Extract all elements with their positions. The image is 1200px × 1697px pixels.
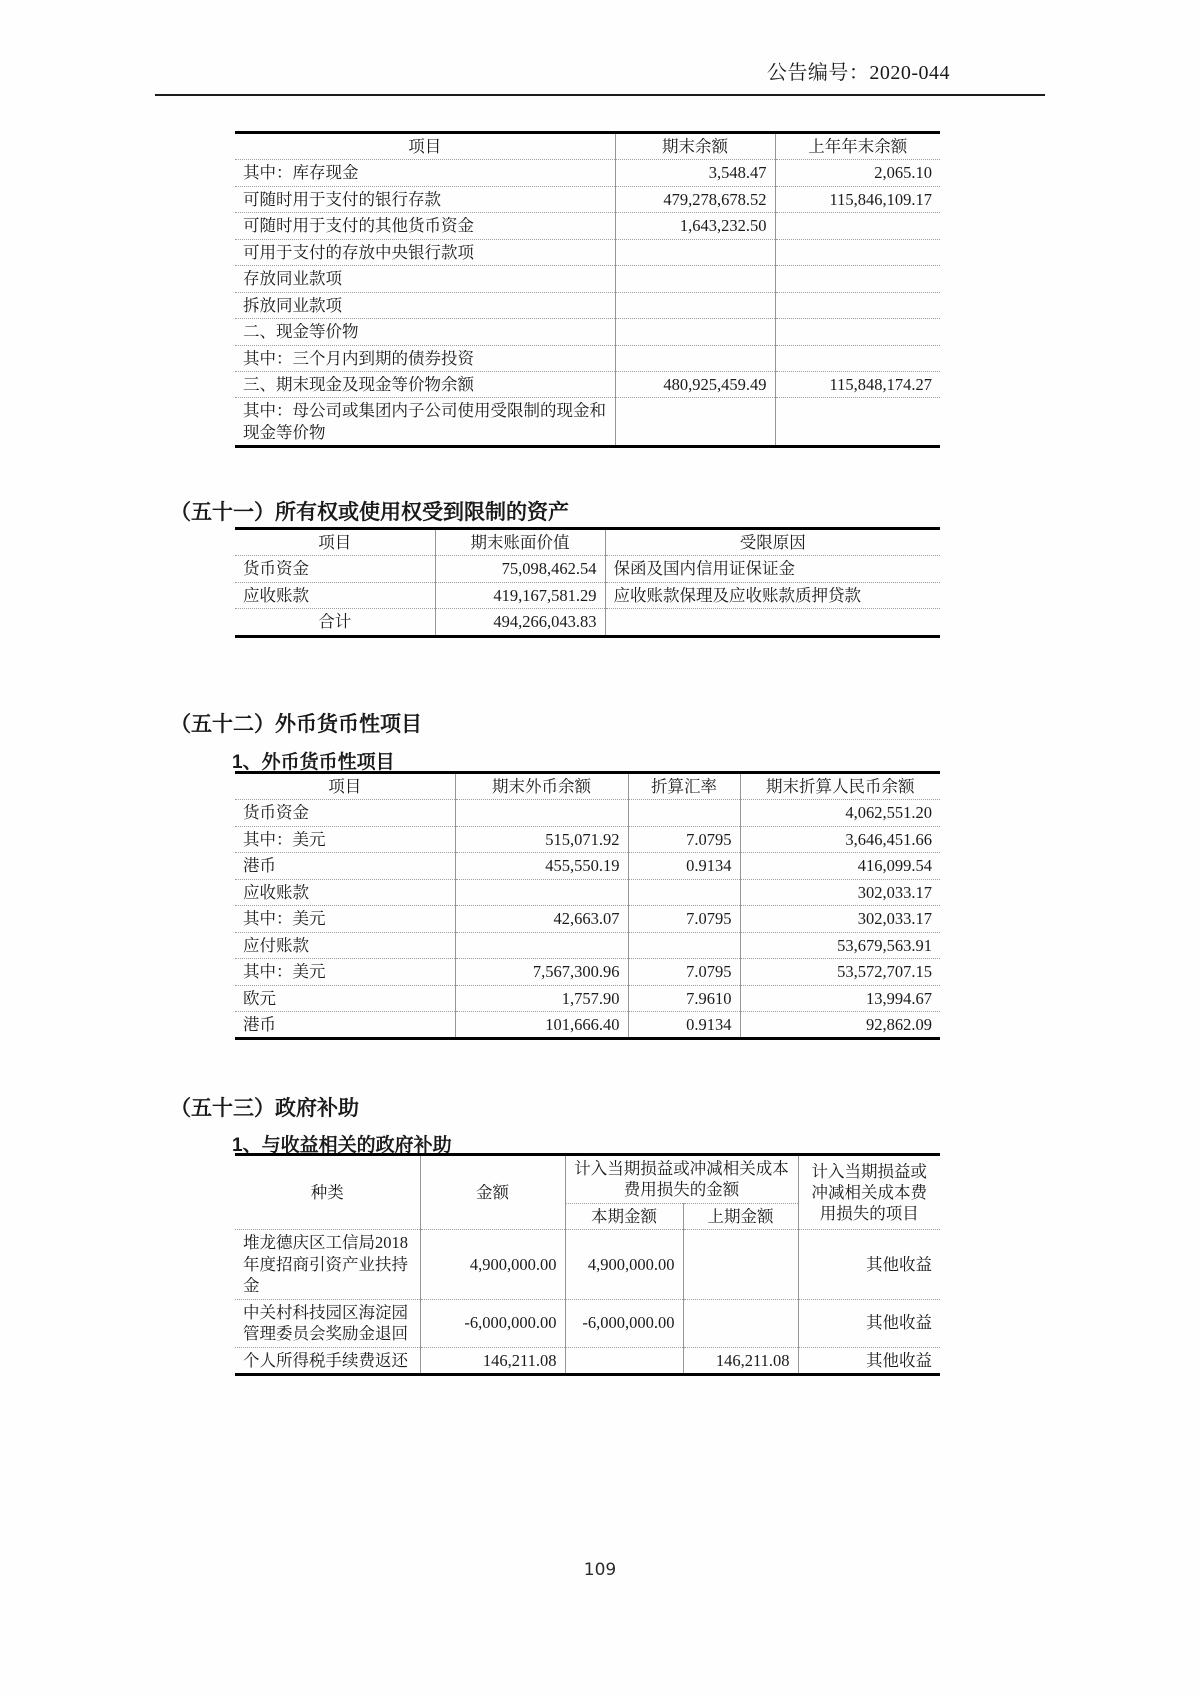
kind-cell: 中关村科技园区海淀园管理委员会奖励金退回 — [235, 1299, 420, 1347]
col-header-item: 项目 — [235, 773, 455, 800]
current-amount-cell: 4,900,000.00 — [565, 1230, 683, 1299]
col-header-foreign-balance: 期末外币余额 — [455, 773, 628, 800]
table-row — [235, 371, 940, 397]
table-header-row — [235, 529, 940, 556]
section-52-title: （五十二）外币货币性项目 — [170, 713, 422, 736]
table-row — [235, 1299, 940, 1347]
book-value-cell: 75,098,462.54 — [435, 556, 605, 582]
item-cell: 应收账款 — [235, 582, 435, 608]
pl-item-cell: 其他收益 — [798, 1230, 940, 1299]
table-row — [235, 853, 940, 879]
table-row — [235, 292, 940, 318]
restricted-assets-table — [235, 527, 940, 638]
rmb-balance-cell: 92,862.09 — [740, 1011, 940, 1038]
ending-balance-cell: 1,643,232.50 — [615, 213, 775, 239]
doc-number: 公告编号：2020-044 — [766, 62, 950, 84]
ending-balance-cell: 480,925,459.49 — [615, 371, 775, 397]
section-51-title: （五十一）所有权或使用权受到限制的资产 — [170, 501, 569, 524]
col-header-prior-balance: 上年年末余额 — [775, 133, 940, 160]
total-label-cell: 合计 — [235, 609, 435, 636]
item-cell: 货币资金 — [235, 800, 455, 826]
col-header-item: 项目 — [235, 133, 615, 160]
cash-equivalents-table — [235, 131, 940, 448]
rmb-balance-cell: 302,033.17 — [740, 879, 940, 905]
item-cell: 可随时用于支付的其他货币资金 — [235, 213, 615, 239]
table-row — [235, 609, 940, 636]
table-row — [235, 826, 940, 852]
current-amount-cell: -6,000,000.00 — [565, 1299, 683, 1347]
table-row — [235, 213, 940, 239]
header-divider — [155, 94, 1045, 96]
col-header-rmb-balance: 期末折算人民币余额 — [740, 773, 940, 800]
amount-cell: -6,000,000.00 — [420, 1299, 565, 1347]
ending-balance-cell — [615, 292, 775, 318]
foreign-currency-table — [235, 771, 940, 1040]
amount-cell: 146,211.08 — [420, 1347, 565, 1374]
section-53-title: （五十三）政府补助 — [170, 1097, 359, 1120]
prior-amount-cell: 146,211.08 — [683, 1347, 798, 1374]
exchange-rate-cell — [628, 879, 740, 905]
prior-balance-cell — [775, 319, 940, 345]
col-header-restriction-reason: 受限原因 — [605, 529, 940, 556]
table-header-row — [235, 773, 940, 800]
rmb-balance-cell: 3,646,451.66 — [740, 826, 940, 852]
item-cell: 应付账款 — [235, 932, 455, 958]
pl-item-cell: 其他收益 — [798, 1299, 940, 1347]
table-row — [235, 266, 940, 292]
foreign-balance-cell: 101,666.40 — [455, 1011, 628, 1038]
item-cell: 其中：三个月内到期的债券投资 — [235, 345, 615, 371]
reason-cell: 应收账款保理及应收账款质押贷款 — [605, 582, 940, 608]
book-value-cell: 494,266,043.83 — [435, 609, 605, 636]
exchange-rate-cell: 0.9134 — [628, 853, 740, 879]
item-cell: 其中：库存现金 — [235, 160, 615, 186]
ending-balance-cell — [615, 319, 775, 345]
table-row — [235, 398, 940, 447]
rmb-balance-cell: 4,062,551.20 — [740, 800, 940, 826]
rmb-balance-cell: 13,994.67 — [740, 985, 940, 1011]
item-cell: 可随时用于支付的银行存款 — [235, 186, 615, 212]
prior-balance-cell — [775, 213, 940, 239]
ending-balance-cell — [615, 239, 775, 265]
table-row — [235, 319, 940, 345]
government-grants-table — [235, 1153, 940, 1376]
exchange-rate-cell: 0.9134 — [628, 1011, 740, 1038]
prior-balance-cell: 115,846,109.17 — [775, 186, 940, 212]
rmb-balance-cell: 416,099.54 — [740, 853, 940, 879]
pl-item-cell: 其他收益 — [798, 1347, 940, 1374]
foreign-balance-cell — [455, 932, 628, 958]
kind-cell: 个人所得税手续费返还 — [235, 1347, 420, 1374]
table-header-row — [235, 133, 940, 160]
item-cell: 其中：母公司或集团内子公司使用受限制的现金和现金等价物 — [235, 398, 615, 447]
foreign-balance-cell — [455, 800, 628, 826]
reason-cell: 保函及国内信用证保证金 — [605, 556, 940, 582]
prior-amount-cell — [683, 1299, 798, 1347]
col-header-pl-item: 计入当期损益或冲减相关成本费用损失的项目 — [798, 1155, 940, 1230]
exchange-rate-cell: 7.0795 — [628, 959, 740, 985]
exchange-rate-cell — [628, 800, 740, 826]
item-cell: 其中：美元 — [235, 826, 455, 852]
kind-cell: 堆龙德庆区工信局2018 年度招商引资产业扶持金 — [235, 1230, 420, 1299]
prior-balance-cell — [775, 345, 940, 371]
col-header-pl-amount: 计入当期损益或冲减相关成本费用损失的金额 — [565, 1155, 798, 1204]
table-header-row — [235, 1155, 940, 1204]
prior-amount-cell — [683, 1230, 798, 1299]
ending-balance-cell — [615, 398, 775, 447]
prior-balance-cell — [775, 239, 940, 265]
reason-cell — [605, 609, 940, 636]
table-row — [235, 160, 940, 186]
table-row — [235, 959, 940, 985]
item-cell: 货币资金 — [235, 556, 435, 582]
item-cell: 可用于支付的存放中央银行款项 — [235, 239, 615, 265]
book-value-cell: 419,167,581.29 — [435, 582, 605, 608]
table-row — [235, 1011, 940, 1038]
table-row — [235, 932, 940, 958]
table-row — [235, 879, 940, 905]
prior-balance-cell — [775, 266, 940, 292]
foreign-balance-cell: 1,757.90 — [455, 985, 628, 1011]
col-header-amount: 金额 — [420, 1155, 565, 1230]
exchange-rate-cell: 7.0795 — [628, 826, 740, 852]
item-cell: 港币 — [235, 1011, 455, 1038]
item-cell: 拆放同业款项 — [235, 292, 615, 318]
item-cell: 三、期末现金及现金等价物余额 — [235, 371, 615, 397]
col-header-kind: 种类 — [235, 1155, 420, 1230]
prior-balance-cell — [775, 398, 940, 447]
prior-balance-cell: 115,848,174.27 — [775, 371, 940, 397]
section-52-subtitle: 1、外币货币性项目 — [232, 752, 395, 773]
item-cell: 存放同业款项 — [235, 266, 615, 292]
exchange-rate-cell: 7.9610 — [628, 985, 740, 1011]
item-cell: 港币 — [235, 853, 455, 879]
foreign-balance-cell: 455,550.19 — [455, 853, 628, 879]
current-amount-cell — [565, 1347, 683, 1374]
foreign-balance-cell: 42,663.07 — [455, 906, 628, 932]
table-row — [235, 582, 940, 608]
exchange-rate-cell — [628, 932, 740, 958]
prior-balance-cell — [775, 292, 940, 318]
item-cell: 其中：美元 — [235, 906, 455, 932]
amount-cell: 4,900,000.00 — [420, 1230, 565, 1299]
col-header-ending-balance: 期末余额 — [615, 133, 775, 160]
ending-balance-cell — [615, 345, 775, 371]
table-row — [235, 556, 940, 582]
item-cell: 应收账款 — [235, 879, 455, 905]
table-row — [235, 985, 940, 1011]
ending-balance-cell: 479,278,678.52 — [615, 186, 775, 212]
foreign-balance-cell: 515,071.92 — [455, 826, 628, 852]
foreign-balance-cell — [455, 879, 628, 905]
prior-balance-cell: 2,065.10 — [775, 160, 940, 186]
col-header-exchange-rate: 折算汇率 — [628, 773, 740, 800]
page-number: 109 — [583, 1560, 617, 1580]
col-header-current-amount: 本期金额 — [565, 1203, 683, 1229]
col-header-item: 项目 — [235, 529, 435, 556]
rmb-balance-cell: 53,679,563.91 — [740, 932, 940, 958]
table-row — [235, 906, 940, 932]
section-53-subtitle: 1、与收益相关的政府补助 — [232, 1135, 452, 1156]
item-cell: 其中：美元 — [235, 959, 455, 985]
ending-balance-cell — [615, 266, 775, 292]
item-cell: 欧元 — [235, 985, 455, 1011]
table-row — [235, 1230, 940, 1299]
col-header-prior-amount: 上期金额 — [683, 1203, 798, 1229]
table-row — [235, 239, 940, 265]
item-cell: 二、现金等价物 — [235, 319, 615, 345]
table-row — [235, 345, 940, 371]
rmb-balance-cell: 53,572,707.15 — [740, 959, 940, 985]
table-row — [235, 1347, 940, 1374]
ending-balance-cell: 3,548.47 — [615, 160, 775, 186]
table-row — [235, 186, 940, 212]
foreign-balance-cell: 7,567,300.96 — [455, 959, 628, 985]
table-row — [235, 800, 940, 826]
rmb-balance-cell: 302,033.17 — [740, 906, 940, 932]
exchange-rate-cell: 7.0795 — [628, 906, 740, 932]
col-header-book-value: 期末账面价值 — [435, 529, 605, 556]
